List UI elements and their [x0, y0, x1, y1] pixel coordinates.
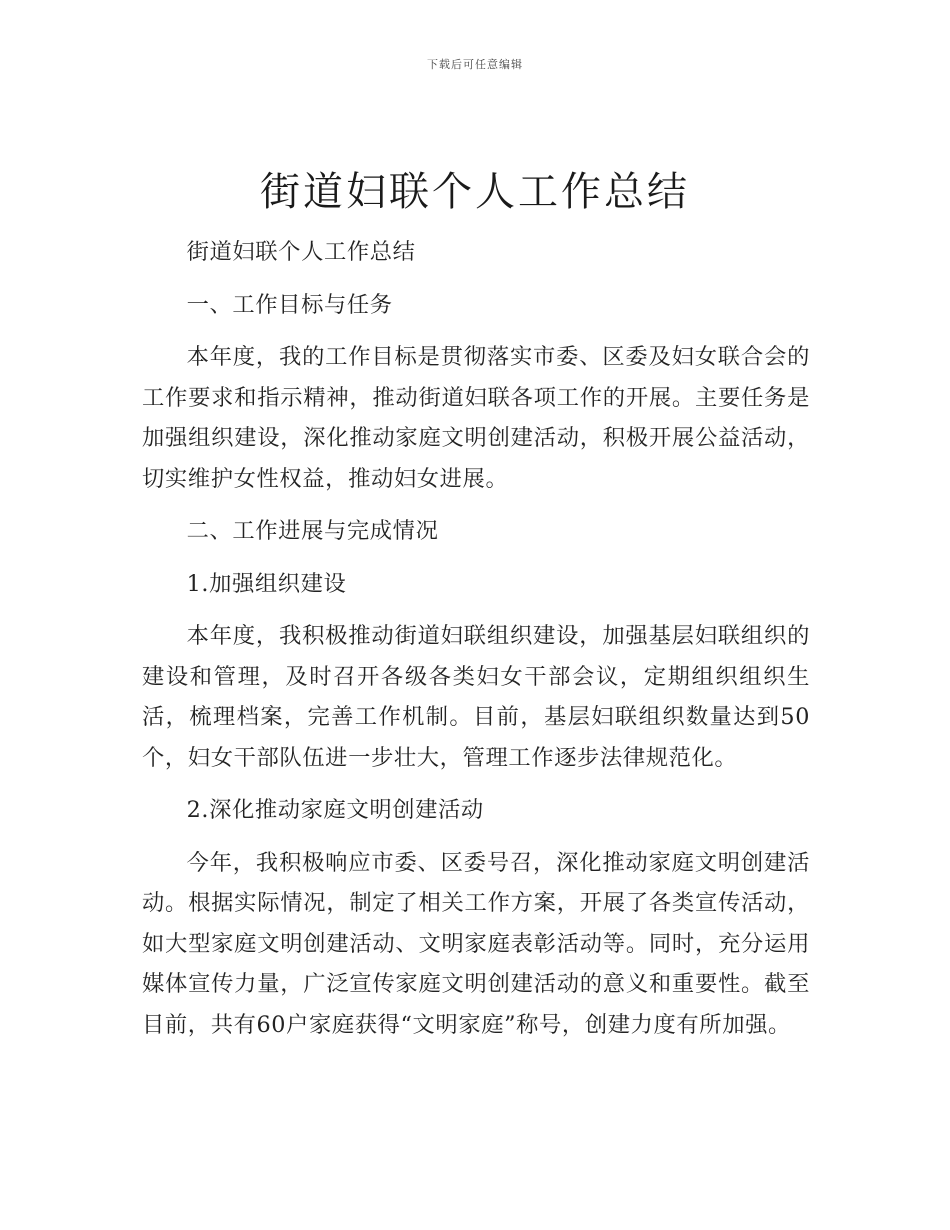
subsection-heading-family-civility: 2.深化推动家庭文明创建活动: [186, 797, 484, 823]
section-heading-progress: 二、工作进展与完成情况: [186, 518, 439, 544]
subtitle-paragraph: 街道妇联个人工作总结: [186, 239, 416, 265]
subsection-heading-organization: 1.加强组织建设: [186, 570, 347, 597]
document-title: 街道妇联个人工作总结: [260, 169, 690, 215]
document-body: [142, 232, 810, 1057]
paragraph-goals: 本年度，我的工作目标是贯彻落实市委、区委及妇女联合会的工作要求和指示精神，推动街道妇联各项工作的开展。主要任务是加强组织建设，深化推动家庭文明创建活动，积极开展公益活动，切实维护女性权益，推动妇女进展。: [142, 344, 810, 492]
paragraph-organization: 本年度，我积极推动街道妇联组织建设，加强基层妇联组织的建设和管理，及时召开各级各类妇女干部会议，定期组织组织生活，梳理档案，完善工作机制。目前，基层妇联组织数量达到50个，妇女干部队伍进一步壮大，管理工作逐步法律规范化。: [142, 623, 810, 771]
section-heading-goals: 一、工作目标与任务: [186, 291, 393, 318]
page-header: 下载后可任意编辑: [427, 58, 523, 71]
paragraph-family-civility: 今年，我积极响应市委、区委号召，深化推动家庭文明创建活动。根据实际情况，制定了相关工作方案，开展了各类宣传活动，如大型家庭文明创建活动、文明家庭表彰活动等。同时，充分运用媒体宣传力量，广泛宣传家庭文明创建活动的意义和重要性。截至目前，共有60户家庭获得“文明家庭”称号，创建力度有所加强。: [142, 849, 810, 1038]
